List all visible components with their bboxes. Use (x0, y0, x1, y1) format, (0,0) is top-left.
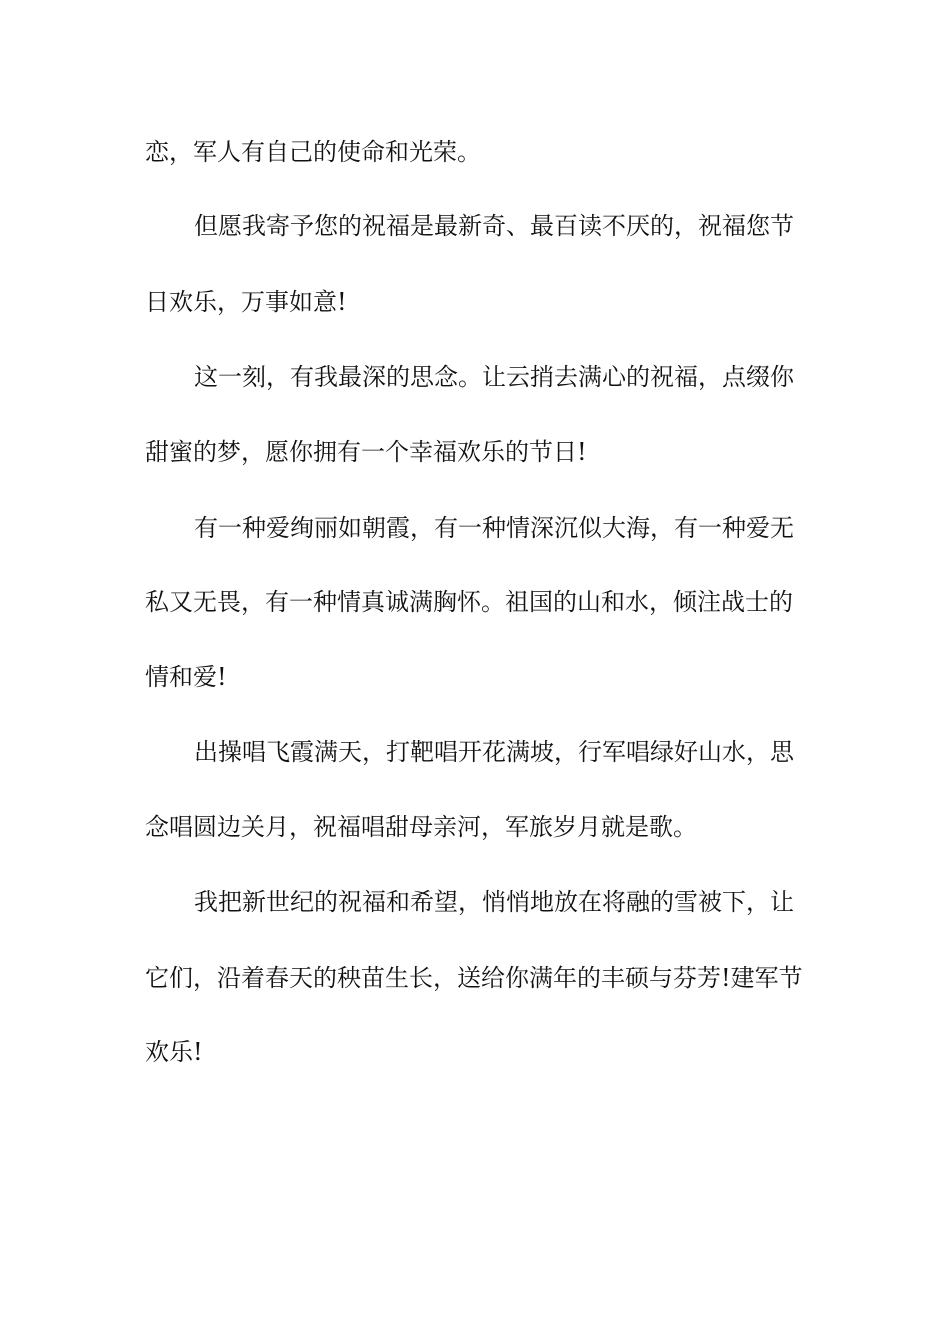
text-line: 情和爱! (145, 663, 227, 691)
text-line: 出操唱飞霞满天，打靶唱开花满坡，行军唱绿好山水，思 (194, 738, 794, 766)
text-line: 有一种爱绚丽如朝霞，有一种情深沉似大海，有一种爱无 (194, 514, 794, 542)
text-line: 念唱圆边关月，祝福唱甜母亲河，军旅岁月就是歌。 (145, 813, 697, 841)
text-line: 这一刻，有我最深的思念。让云捎去满心的祝福，点缀你 (194, 363, 794, 391)
text-line: 甜蜜的梦，愿你拥有一个幸福欢乐的节日! (145, 438, 587, 466)
text-line: 恋，军人有自己的使命和光荣。 (145, 138, 481, 166)
text-line: 但愿我寄予您的祝福是最新奇、最百读不厌的，祝福您节 (194, 212, 794, 240)
text-line: 日欢乐，万事如意! (145, 288, 347, 316)
text-line: 我把新世纪的祝福和希望，悄悄地放在将融的雪被下，让 (194, 888, 794, 916)
text-line: 私又无畏，有一种情真诚满胸怀。祖国的山和水，倾注战士的 (145, 588, 793, 616)
text-line: 它们，沿着春天的秧苗生长，送给你满年的丰硕与芬芳!建军节 (145, 964, 803, 992)
text-line: 欢乐! (145, 1038, 203, 1066)
